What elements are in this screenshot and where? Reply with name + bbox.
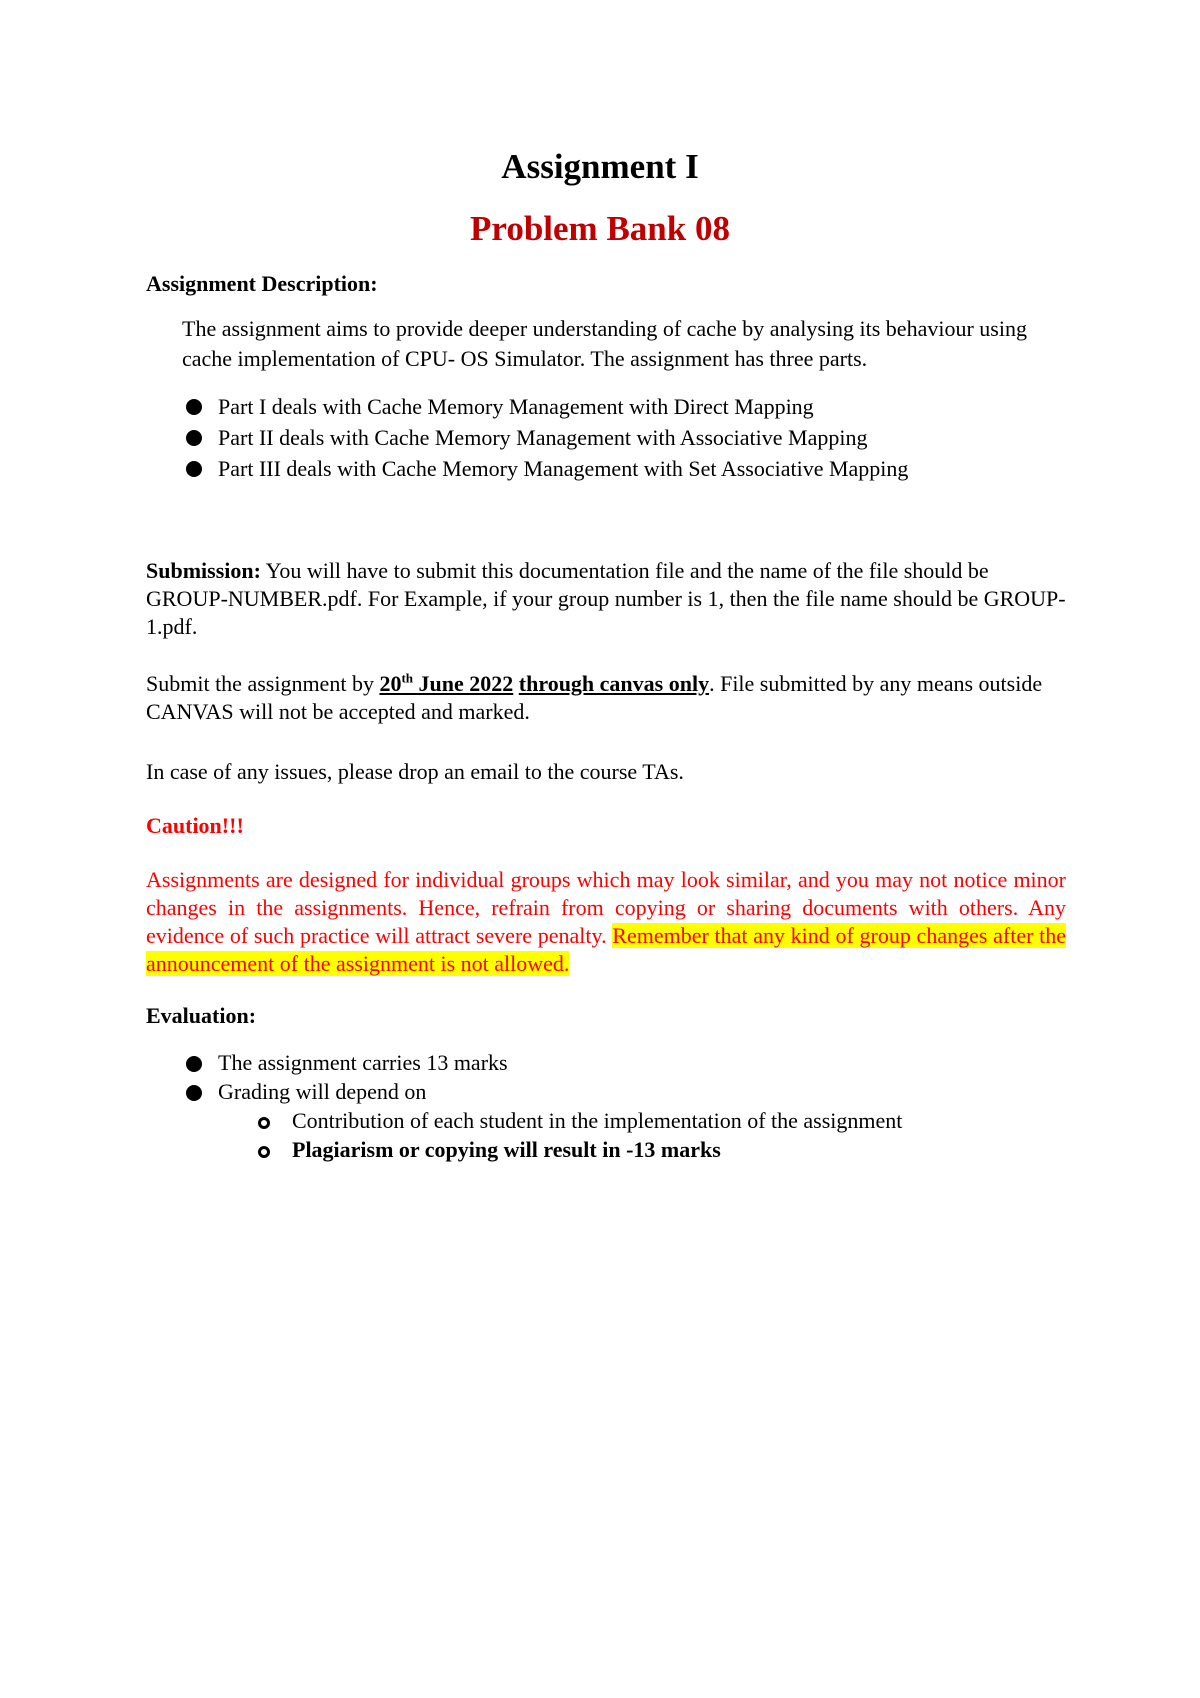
list-item: Contribution of each student in the implementation of the assignment <box>182 1106 902 1135</box>
bullet-dot-icon <box>186 399 202 415</box>
description-intro: The assignment aims to provide deeper understanding of cache by analysing its behaviour using cache implementation of CPU- OS Simulator. The assignment has three parts. <box>182 316 1027 371</box>
list-item: Part I deals with Cache Memory Management with Direct Mapping <box>182 391 908 422</box>
caution-text: Assignments are designed for individual groups which may look similar, and you may not notice minor changes in the assignments. Hence, refrain from copying or sharing documents with others. Any evidence of such practice will attract severe penalty. <box>146 867 1066 948</box>
caution-heading: Caution!!! <box>146 813 244 838</box>
evaluation-heading: Evaluation: <box>146 1003 257 1028</box>
issues-text: In case of any issues, please drop an email to the course TAs. <box>146 759 684 784</box>
list-item: Grading will depend on <box>182 1077 508 1106</box>
submission-label: Submission: <box>146 558 261 583</box>
list-item: Plagiarism or copying will result in -13 marks <box>182 1135 902 1164</box>
caution-highlighted-text: Remember that any kind of group changes after the announcement of the assignment is not allowed. <box>146 923 1066 976</box>
submission-text: You will have to submit this documentation file and the name of the file should be GROUP-NUMBER.pdf. For Example, if your group number is 1, then the file name should be GROUP-1.pdf. <box>146 558 1066 639</box>
bullet-dot-icon <box>186 1085 202 1101</box>
deadline-paragraph: Submit the assignment by 20th June 2022 through canvas only. File submitted by any means outside CANVAS will not be accepted and marked. <box>146 670 1043 724</box>
description-heading: Assignment Description: <box>146 271 378 296</box>
bullet-dot-icon <box>186 430 202 446</box>
bullet-dot-icon <box>186 461 202 477</box>
parts-list <box>182 391 908 484</box>
deadline-channel: through canvas only <box>518 671 710 696</box>
bullet-ring-icon <box>258 1117 270 1129</box>
list-item: Part III deals with Cache Memory Management with Set Associative Mapping <box>182 453 908 484</box>
document-title: Assignment I <box>501 147 699 186</box>
bullet-dot-icon <box>186 1056 202 1072</box>
bullet-ring-icon <box>258 1146 270 1158</box>
caution-paragraph <box>146 866 1066 978</box>
list-item: The assignment carries 13 marks <box>182 1048 508 1077</box>
list-item: Part II deals with Cache Memory Management with Associative Mapping <box>182 422 908 453</box>
evaluation-list <box>182 1048 508 1106</box>
document-subtitle: Problem Bank 08 <box>470 209 730 248</box>
submission-paragraph <box>146 557 1066 641</box>
evaluation-sub-list <box>182 1106 902 1164</box>
deadline-date: 20th June 2022 <box>379 670 514 696</box>
